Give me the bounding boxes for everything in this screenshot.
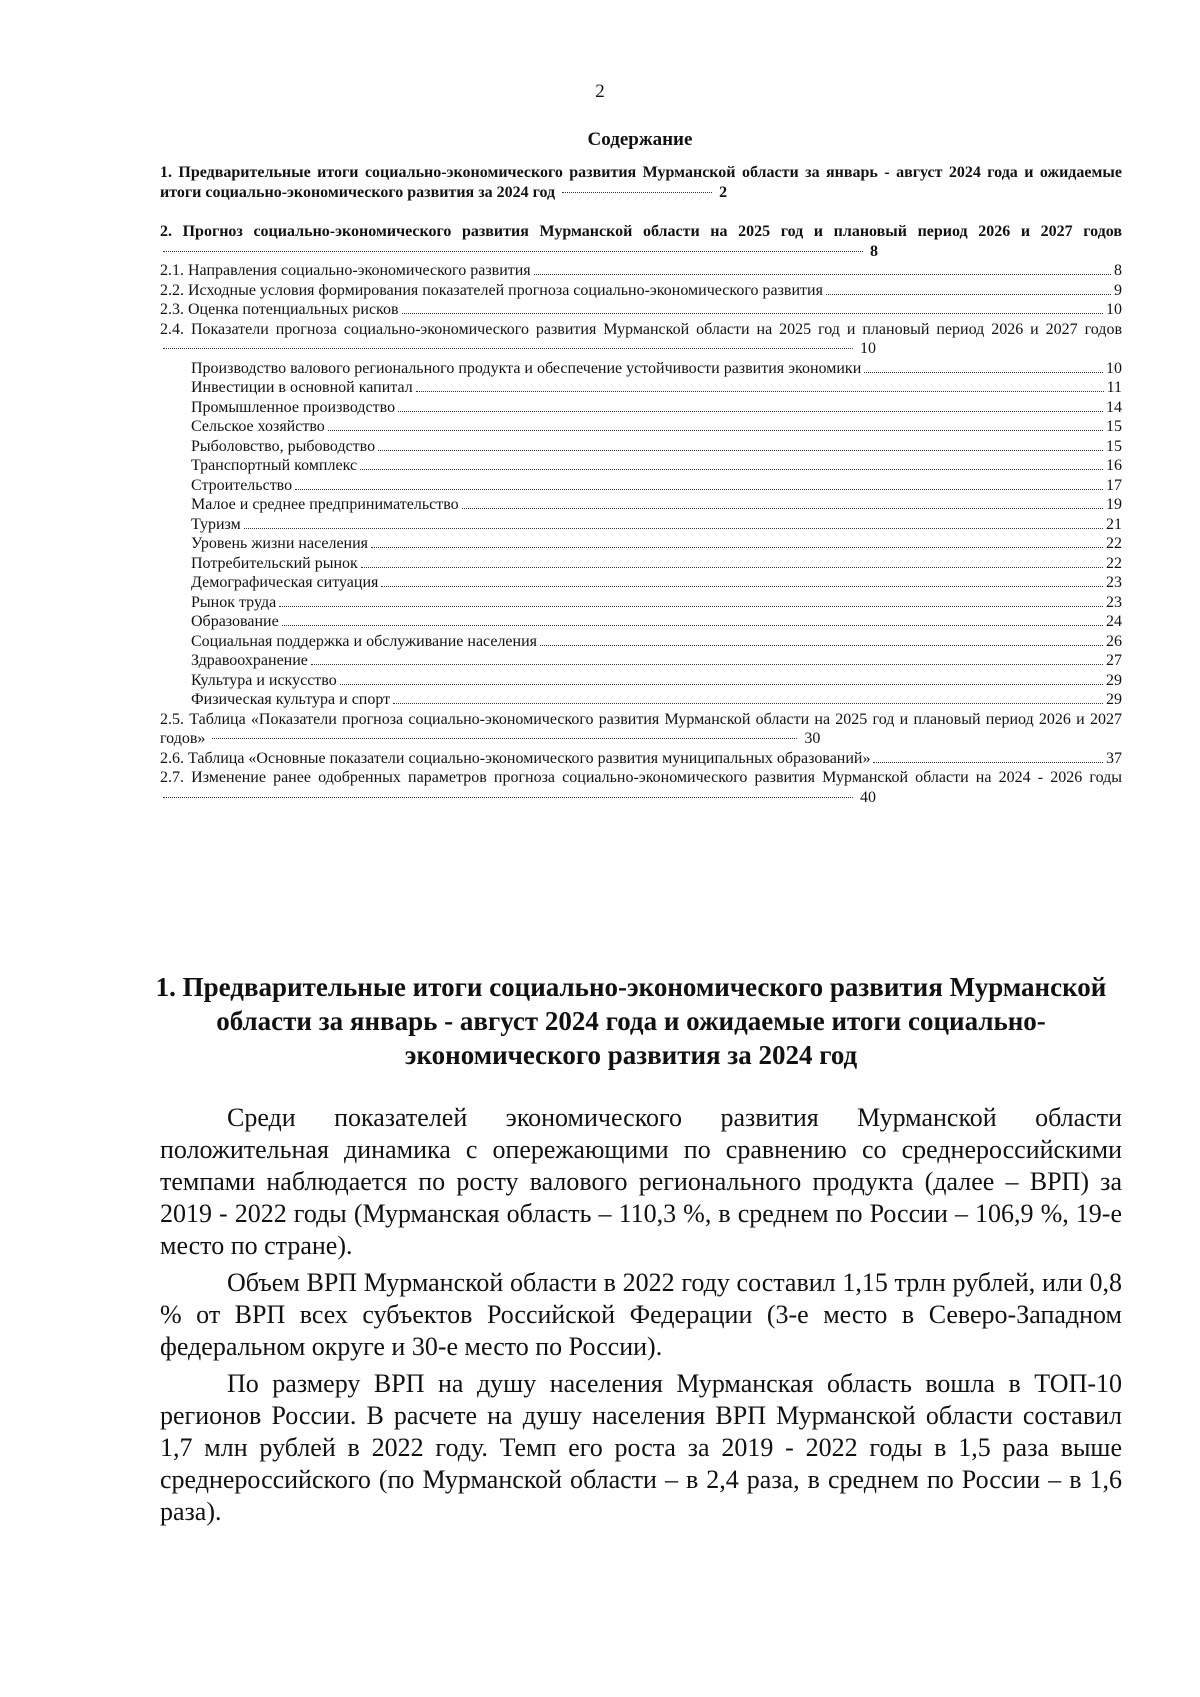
toc-entry-text: Туризм bbox=[191, 515, 241, 533]
toc-entry-text: Образование bbox=[191, 613, 279, 630]
toc-dot-leader bbox=[540, 645, 1103, 646]
toc-entry-page: 17 bbox=[1106, 476, 1122, 494]
toc-entry-text: 2.7. Изменение ранее одобренных параметров прогноза социально-экономического развития Мурманской области на 2024 - 2026 годы bbox=[160, 769, 1122, 786]
toc-entry[interactable] bbox=[160, 359, 1122, 379]
toc-entry-page: 15 bbox=[1106, 437, 1122, 455]
toc-title: Содержание bbox=[587, 129, 693, 150]
toc-entry-text: Строительство bbox=[191, 476, 293, 494]
toc-entry-page: 21 bbox=[1106, 515, 1122, 533]
toc-entry[interactable] bbox=[160, 378, 1122, 398]
toc-dot-leader bbox=[340, 684, 1103, 685]
toc-entry[interactable] bbox=[160, 163, 1122, 202]
toc-dot-leader bbox=[282, 625, 1103, 626]
toc-entry-page: 27 bbox=[1106, 652, 1122, 669]
toc-entry-page: 15 bbox=[1106, 418, 1122, 435]
toc-entry[interactable] bbox=[160, 671, 1122, 691]
toc-entry[interactable] bbox=[160, 593, 1122, 613]
section-heading: 1. Предварительные итоги социально-экономического развития Мурманской области за январь - август 2024 года и ожидаемые итоги социально-экономического развития за 2024 год bbox=[155, 972, 1107, 1070]
toc-entry[interactable] bbox=[160, 320, 1122, 359]
toc-entry-text: 1. Предварительные итоги социально-экономического развития Мурманской области за январь - август 2024 года и ожидаемые итоги социально-экономического развития за 2024 год bbox=[160, 164, 1122, 201]
toc-entry-page: 29 bbox=[1106, 691, 1122, 708]
paragraph: Объем ВРП Мурманской области в 2022 году составил 1,15 трлн рублей, или 0,8 % от ВРП всех субъектов Российской Федерации (3-е место в Северо-Западном федеральном округе и 30-е место по России). bbox=[160, 1268, 1122, 1361]
toc-dot-leader bbox=[360, 469, 1103, 470]
toc-entry-page: 40 bbox=[860, 788, 876, 806]
toc-entry-text: Физическая культура и спорт bbox=[191, 691, 391, 708]
toc-entry-page: 10 bbox=[860, 340, 876, 357]
toc-entry-page: 30 bbox=[804, 730, 821, 747]
toc-entry[interactable] bbox=[160, 554, 1122, 574]
toc-dot-leader bbox=[402, 313, 1103, 314]
toc-entry-page: 10 bbox=[1106, 359, 1122, 377]
toc-dot-leader bbox=[378, 450, 1103, 451]
toc-entry-text: 2.3. Оценка потенциальных рисков bbox=[160, 301, 399, 318]
toc-entry[interactable] bbox=[160, 768, 1122, 807]
toc-entry-page: 23 bbox=[1106, 593, 1122, 611]
toc-entry[interactable] bbox=[160, 515, 1122, 535]
toc-entry-page: 29 bbox=[1106, 671, 1122, 689]
toc-entry-page: 22 bbox=[1106, 554, 1122, 572]
toc-entry-text: Промышленное производство bbox=[191, 398, 396, 416]
toc-entry[interactable] bbox=[160, 476, 1122, 496]
toc-dot-leader bbox=[328, 430, 1103, 431]
toc-entry-page: 37 bbox=[1106, 749, 1122, 767]
toc-entry[interactable] bbox=[160, 710, 1122, 749]
paragraph: Среди показателей экономического развития Мурманской области положительная динамика с опережающими по сравнению со среднероссийскими темпами наблюдается по росту валового регионального продукта (далее – ВРП) за 2019 - 2022 годы (Мурманская область – 110,3 %, в среднем по России – 106,9 %, 19-е место по стране). bbox=[160, 1103, 1122, 1260]
toc-entry[interactable] bbox=[160, 417, 1122, 437]
toc-dot-leader bbox=[534, 274, 1111, 275]
toc-dot-leader bbox=[279, 606, 1103, 607]
toc-entry-text: Здравоохранение bbox=[191, 652, 308, 669]
toc-dot-leader bbox=[163, 348, 853, 349]
toc-dot-leader bbox=[462, 508, 1103, 509]
toc-entry-text: Транспортный комплекс bbox=[191, 457, 358, 474]
toc-entry-text: Малое и среднее предпринимательство bbox=[191, 496, 459, 513]
toc-entry-page: 22 bbox=[1106, 535, 1122, 552]
toc-entry-text: 2. Прогноз социально-экономического развития Мурманской области на 2025 год и плановый период 2026 и 2027 годов bbox=[160, 223, 1122, 240]
toc-dot-leader bbox=[311, 664, 1103, 665]
toc-entry[interactable] bbox=[160, 398, 1122, 418]
toc-entry-page: 23 bbox=[1106, 574, 1122, 591]
paragraph: По размеру ВРП на душу населения Мурманская область вошла в ТОП-10 регионов России. В расчете на душу населения ВРП Мурманской области составил 1,7 млн рублей в 2022 году. Темп его роста за 2019 - 2022 годы в 1,5 раза выше среднероссийского (по Мурманской области – в 2,4 раза, в среднем по России – в 1,6 раза). bbox=[160, 1369, 1122, 1526]
toc-entry[interactable] bbox=[160, 690, 1122, 710]
toc-entry-page: 8 bbox=[1114, 262, 1122, 279]
toc-entry-page: 11 bbox=[1106, 379, 1122, 396]
toc-entry[interactable] bbox=[160, 495, 1122, 515]
toc-entry[interactable] bbox=[160, 651, 1122, 671]
toc-entry-page: 10 bbox=[1106, 301, 1122, 318]
toc-dot-leader bbox=[562, 192, 712, 193]
page-number: 2 bbox=[595, 81, 605, 102]
toc-entry[interactable] bbox=[160, 573, 1122, 593]
toc-entry-text: Производство валового регионального продукта и обеспечение устойчивости развития экономики bbox=[191, 359, 862, 377]
toc-dot-leader bbox=[393, 703, 1103, 704]
toc-entry[interactable] bbox=[160, 456, 1122, 476]
toc-entry-text: Социальная поддержка и обслуживание населения bbox=[191, 632, 538, 650]
toc-entry-text: Культура и искусство bbox=[191, 671, 337, 689]
toc-entry[interactable] bbox=[160, 612, 1122, 632]
toc-entry-page: 8 bbox=[870, 242, 878, 260]
toc-entry-text: Уровень жизни населения bbox=[191, 535, 369, 552]
toc-dot-leader bbox=[361, 567, 1103, 568]
table-of-contents bbox=[160, 163, 1122, 807]
toc-dot-leader bbox=[295, 489, 1103, 490]
toc-entry-text: 2.4. Показатели прогноза социально-экономического развития Мурманской области на 2025 год и плановый период 2026 и 2027 годов bbox=[160, 320, 1122, 338]
toc-entry[interactable] bbox=[160, 222, 1122, 261]
toc-entry-text: 2.2. Исходные условия формирования показателей прогноза социально-экономического развития bbox=[160, 281, 823, 299]
toc-dot-leader bbox=[864, 372, 1103, 373]
toc-entry[interactable] bbox=[160, 281, 1122, 301]
toc-entry-page: 2 bbox=[719, 183, 728, 201]
toc-entry-page: 9 bbox=[1114, 281, 1122, 299]
toc-entry[interactable] bbox=[160, 632, 1122, 652]
toc-entry-text: Инвестиции в основной капитал bbox=[191, 379, 413, 396]
section-body bbox=[160, 1102, 1122, 1533]
toc-entry[interactable] bbox=[160, 261, 1122, 281]
toc-dot-leader bbox=[873, 762, 1103, 763]
toc-entry-page: 19 bbox=[1106, 496, 1122, 513]
toc-entry[interactable] bbox=[160, 534, 1122, 554]
toc-entry-text: Рыболовство, рыбоводство bbox=[191, 437, 376, 455]
toc-dot-leader bbox=[826, 294, 1111, 295]
toc-entry-text: 2.1. Направления социально-экономического развития bbox=[160, 262, 531, 279]
toc-entry-page: 24 bbox=[1106, 613, 1122, 630]
toc-dot-leader bbox=[163, 251, 863, 252]
toc-entry[interactable] bbox=[160, 749, 1122, 769]
toc-dot-leader bbox=[212, 738, 797, 739]
toc-entry-text: Сельское хозяйство bbox=[191, 418, 325, 435]
toc-entry[interactable] bbox=[160, 437, 1122, 457]
toc-entry-text: 2.6. Таблица «Основные показатели социально-экономического развития муниципальных образований» bbox=[160, 749, 871, 767]
toc-entry[interactable] bbox=[160, 300, 1122, 320]
toc-entry-page: 14 bbox=[1106, 398, 1122, 416]
toc-entry-text: Демографическая ситуация bbox=[191, 574, 379, 591]
toc-dot-leader bbox=[163, 797, 853, 798]
toc-entry-text: Рынок труда bbox=[191, 593, 277, 611]
toc-entry-page: 26 bbox=[1106, 632, 1122, 650]
toc-entry-page: 16 bbox=[1106, 457, 1122, 474]
toc-dot-leader bbox=[416, 391, 1104, 392]
toc-entry-text: Потребительский рынок bbox=[191, 554, 358, 572]
toc-dot-leader bbox=[244, 528, 1103, 529]
toc-dot-leader bbox=[371, 547, 1103, 548]
toc-dot-leader bbox=[398, 411, 1103, 412]
toc-entry-text: 2.5. Таблица «Показатели прогноза социально-экономического развития Мурманской области на 2025 год и плановый период 2026 и 2027 годов» bbox=[160, 710, 1122, 747]
toc-dot-leader bbox=[381, 586, 1103, 587]
